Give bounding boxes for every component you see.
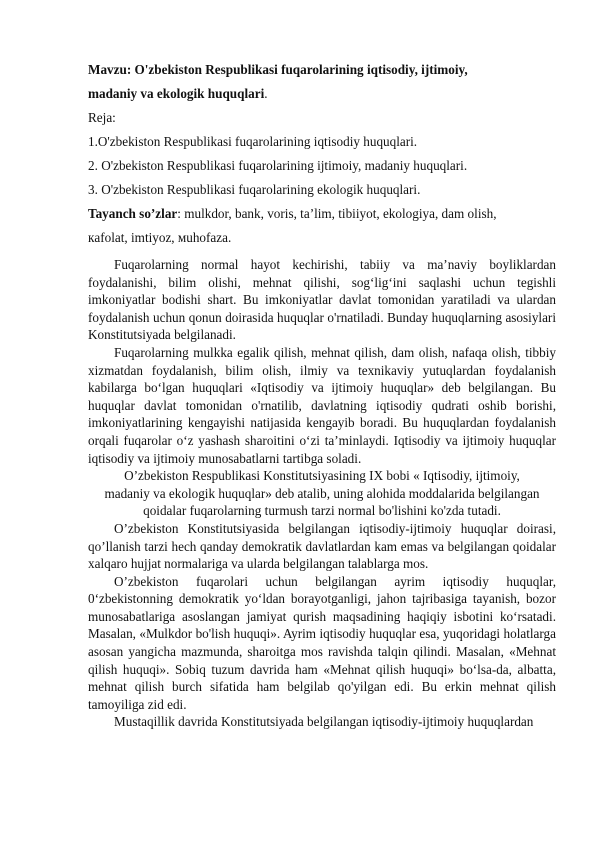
body-paragraph-1: Fuqarolarning normal hayot kechirishi, tabiiy va ma’naviy boyliklardan foydalanishi, bilim olishi, mehnat qilishi, sog‘lig‘ini saqlashi uchun tegishli imkoniyatlar bodishi shart. Bu imkoniyatlar davlat tomonidan yaratiladi va ulardan foydalanish uchun qonun doirasida huquqlar o'rnatiladi. Bunday huquqlarning asosiylari Konstitutsiyada belgilanadi. — [88, 257, 556, 343]
centered-line-1: O’zbekiston Respublikasi Konstitutsiyasining IX bobi « Iqtisodiy, ijtimoiy, — [124, 468, 520, 484]
keywords-list: : mulkdor, bank, voris, ta’lim, tibiiyot, ekologiya, dam olish, — [177, 206, 497, 221]
keywords-line-2: кafolat, imtiyoz, мuhofaza. — [88, 230, 232, 245]
body-paragraph-5: Mustaqillik davrida Konstitutsiyada belgilangan iqtisodiy-ijtimoiy huquqlardan — [114, 714, 534, 730]
keywords-line-1 — [88, 202, 556, 226]
plan-item-1: 1.O'zbekiston Respublikasi fuqarolarining iqtisodiy huquqlari. — [88, 134, 418, 149]
topic-line-2 — [88, 82, 556, 106]
centered-line-3: qoidalar fuqarolarning turmush tarzi normal bo'lishini ko'zda tutadi. — [143, 503, 501, 519]
document-page — [88, 58, 556, 731]
topic-title: Mavzu: O'zbekiston Respublikasi fuqarolarining iqtisodiy, ijtimoiy, — [88, 62, 468, 77]
keywords-label: Tayanch so’zlar — [88, 206, 178, 221]
centered-line-2: madaniy va ekologik huquqlar» deb atalib, uning alohida moddalarida belgilangan — [104, 485, 540, 501]
topic-title-period: . — [264, 86, 268, 101]
body-paragraph-4: O’zbekiston fuqarolari uchun belgilangan ayrim iqtisodiy huquqlar, 0‘zbekistonning demokratik yo‘ldan borayotganligi, jahon tajribasiga tayanish, bozor munosabatlariga asoslangan jamiyat qurish maqsadining haqiqiy isbotini ko‘rsatadi. Masalan, «Mulkdor bo'lish huquqi». Ayrim iqtisodiy huquqlar esa, yuqoridagi holatlarga asosan yangicha mazmunda, sharoitga mos ravishda talqin qilindi. Masalan, «Mehnat qilish huquqi». Sobiq tuzum davrida ham «Mehnat qilish huquqi» bo‘lsa-da, albatta, mehnat qilish burch sifatida ham belgilab qo'yilgan edi. Bu erkin mehnat qilish tamoyiliga zid edi. — [88, 573, 556, 712]
body-paragraph-3: O’zbekiston Konstitutsiyasida belgilangan iqtisodiy-ijtimoiy huquqlar doirasi, qo’llanish tarzi hech qanday demokratik davlatlardan kam emas va belgilangan qoidalar xalqaro hujjat normalariga va ularda belgilangan talablarga mos. — [88, 520, 556, 572]
plan-item-3: 3. O'zbekiston Respublikasi fuqarolarining ekologik huquqlari. — [88, 182, 421, 197]
topic-line-1 — [88, 58, 556, 82]
plan-heading: Reja: — [88, 110, 116, 125]
body-paragraph-2: Fuqarolarning mulkka egalik qilish, mehnat qilish, dam olish, nafaqa olish, tibbiy xizmatdan foydalanish, bilim olish, ilmiy va texnikaviy yutuqlardan foydalanish kabilarga bo‘lgan huquqlari «Iqtisodiy va ijtimoiy huquqlar» deb belgilangan. Bu huquqlar davlat tomonidan o'rnatilib, davlatning iqtisodiy qudrati oshib borishi, imkoniyatlarining kengayishi natijasida kengayib boradi. Bu huquqlardan foydalanish orqali fuqarolar o‘z yashash sharoitini o‘zi ta’minlaydi. Iqtisodiy va ijtimoiy huquqlar iqtisodiy va ijtimoiy munosabatlarni tartibga soladi. — [88, 344, 556, 466]
topic-title-continued: madaniy va ekologik huquqlari — [88, 86, 265, 101]
plan-item-2: 2. O'zbekiston Respublikasi fuqarolarining ijtimoiy, madaniy huquqlari. — [88, 158, 468, 173]
